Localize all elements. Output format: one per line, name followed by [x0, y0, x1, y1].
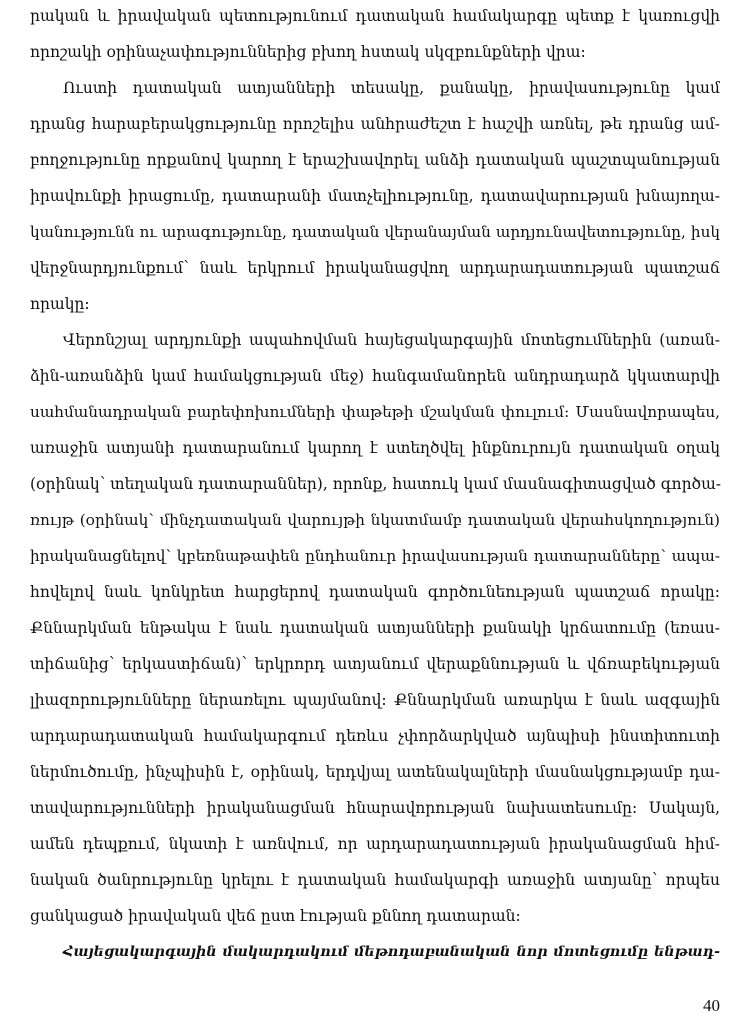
text-line: ամեն դեպքում, նկատի է առնվում, որ արդարադատության իրականացման հիմ-	[30, 835, 720, 853]
text-line: րական և իրավական պետությունում դատական համակարգը պետք է կառուցվի	[30, 7, 720, 25]
text-line: ներմուծումը, ինչպիսին է, օրինակ, երդվյալ ատենակալների մասնակցությամբ դա-	[30, 763, 720, 781]
text-line: ռույթ (օրինակ՝ մինչդատական վարույթի նկատմամբ դատական վերահսկողություն)	[30, 511, 720, 529]
text-line: արդարադատական համակարգում դեռևս չփորձարկված այնպիսի ինստիտուտի	[30, 727, 720, 745]
text-line: վերջնարդյունքում՝ նաև երկրում իրականացվող արդարադատության պատշաճ	[30, 259, 720, 277]
text-line: ձին-առանձին կամ համակցության մեջ) հանգամանորեն անդրադարձ կկատարվի	[30, 367, 720, 385]
text-line: Ուստի դատական ատյանների տեսակը, քանակը, իրավասությունը կամ	[63, 79, 720, 97]
text-line: Վերոնշյալ արդյունքի ապահովման հայեցակարգային մոտեցումներին (առան-	[63, 331, 720, 349]
text-line: ցանկացած իրավական վեճ ըստ էության քննող դատարան:	[30, 907, 521, 925]
text-line: հովելով նաև կոնկրետ հարցերով դատական գործունեության պատշաճ որակը:	[30, 583, 720, 601]
text-line: դրանց հարաբերակցությունը որոշելիս անհրաժեշտ է հաշվի առնել, թե դրանց ամ-	[30, 115, 720, 133]
text-line: իրականացնելով՝ կբեռնաթափեն ընդհանուր իրավասության դատարանները՝ ապա-	[30, 547, 720, 565]
text-line: որոշակի օրինաչափություններից բխող հստակ սկզբունքների վրա:	[30, 43, 586, 61]
text-line: առաջին ատյանի դատարանում կարող է ստեղծվել ինքնուրույն դատական օղակ	[30, 439, 720, 457]
text-line: տավարությունների իրականացման հնարավորության նախատեսումը: Սակայն,	[30, 799, 720, 817]
text-line: կանությունն ու արագությունը, դատական վերանայման արդյունավետությունը, իսկ	[30, 223, 720, 241]
text-line: Քննարկման ենթակա է նաև դատական ատյանների քանակի կրճատումը (եռաս-	[30, 619, 720, 637]
text-line: իրավունքի իրացումը, դատարանի մատչելիությունը, դատավարության խնայողա-	[30, 187, 720, 205]
section-heading-line: Հայեցակարգային մակարդակում մեթոդաբանական նոր մոտեցումը ենթադ-	[63, 944, 720, 960]
text-line: նական ծանրությունը կրելու է դատական համակարգի առաջին ատյանը՝ որպես	[30, 871, 720, 889]
text-line: (օրինակ՝ տեղական դատարաններ), որոնք, հատուկ կամ մասնագիտացված գործա-	[30, 475, 722, 493]
text-line: տիճանից՝ երկաստիճան)՝ երկրորդ ատյանում վերաքննության և վճռաբեկության	[30, 655, 720, 673]
text-line: բողջությունը որքանով կարող է երաշխավորել անձի դատական պաշտպանության	[30, 151, 720, 169]
page-number: 40	[703, 996, 720, 1015]
text-line: լիազորությունները ներառելու պայմանով: Քննարկման առարկա է նաև ազգային	[30, 691, 720, 709]
text-line: սահմանադրական բարեփոխումների փաթեթի մշակման փուլում: Մասնավորապես,	[30, 403, 720, 421]
text-line: որակը:	[30, 295, 90, 313]
